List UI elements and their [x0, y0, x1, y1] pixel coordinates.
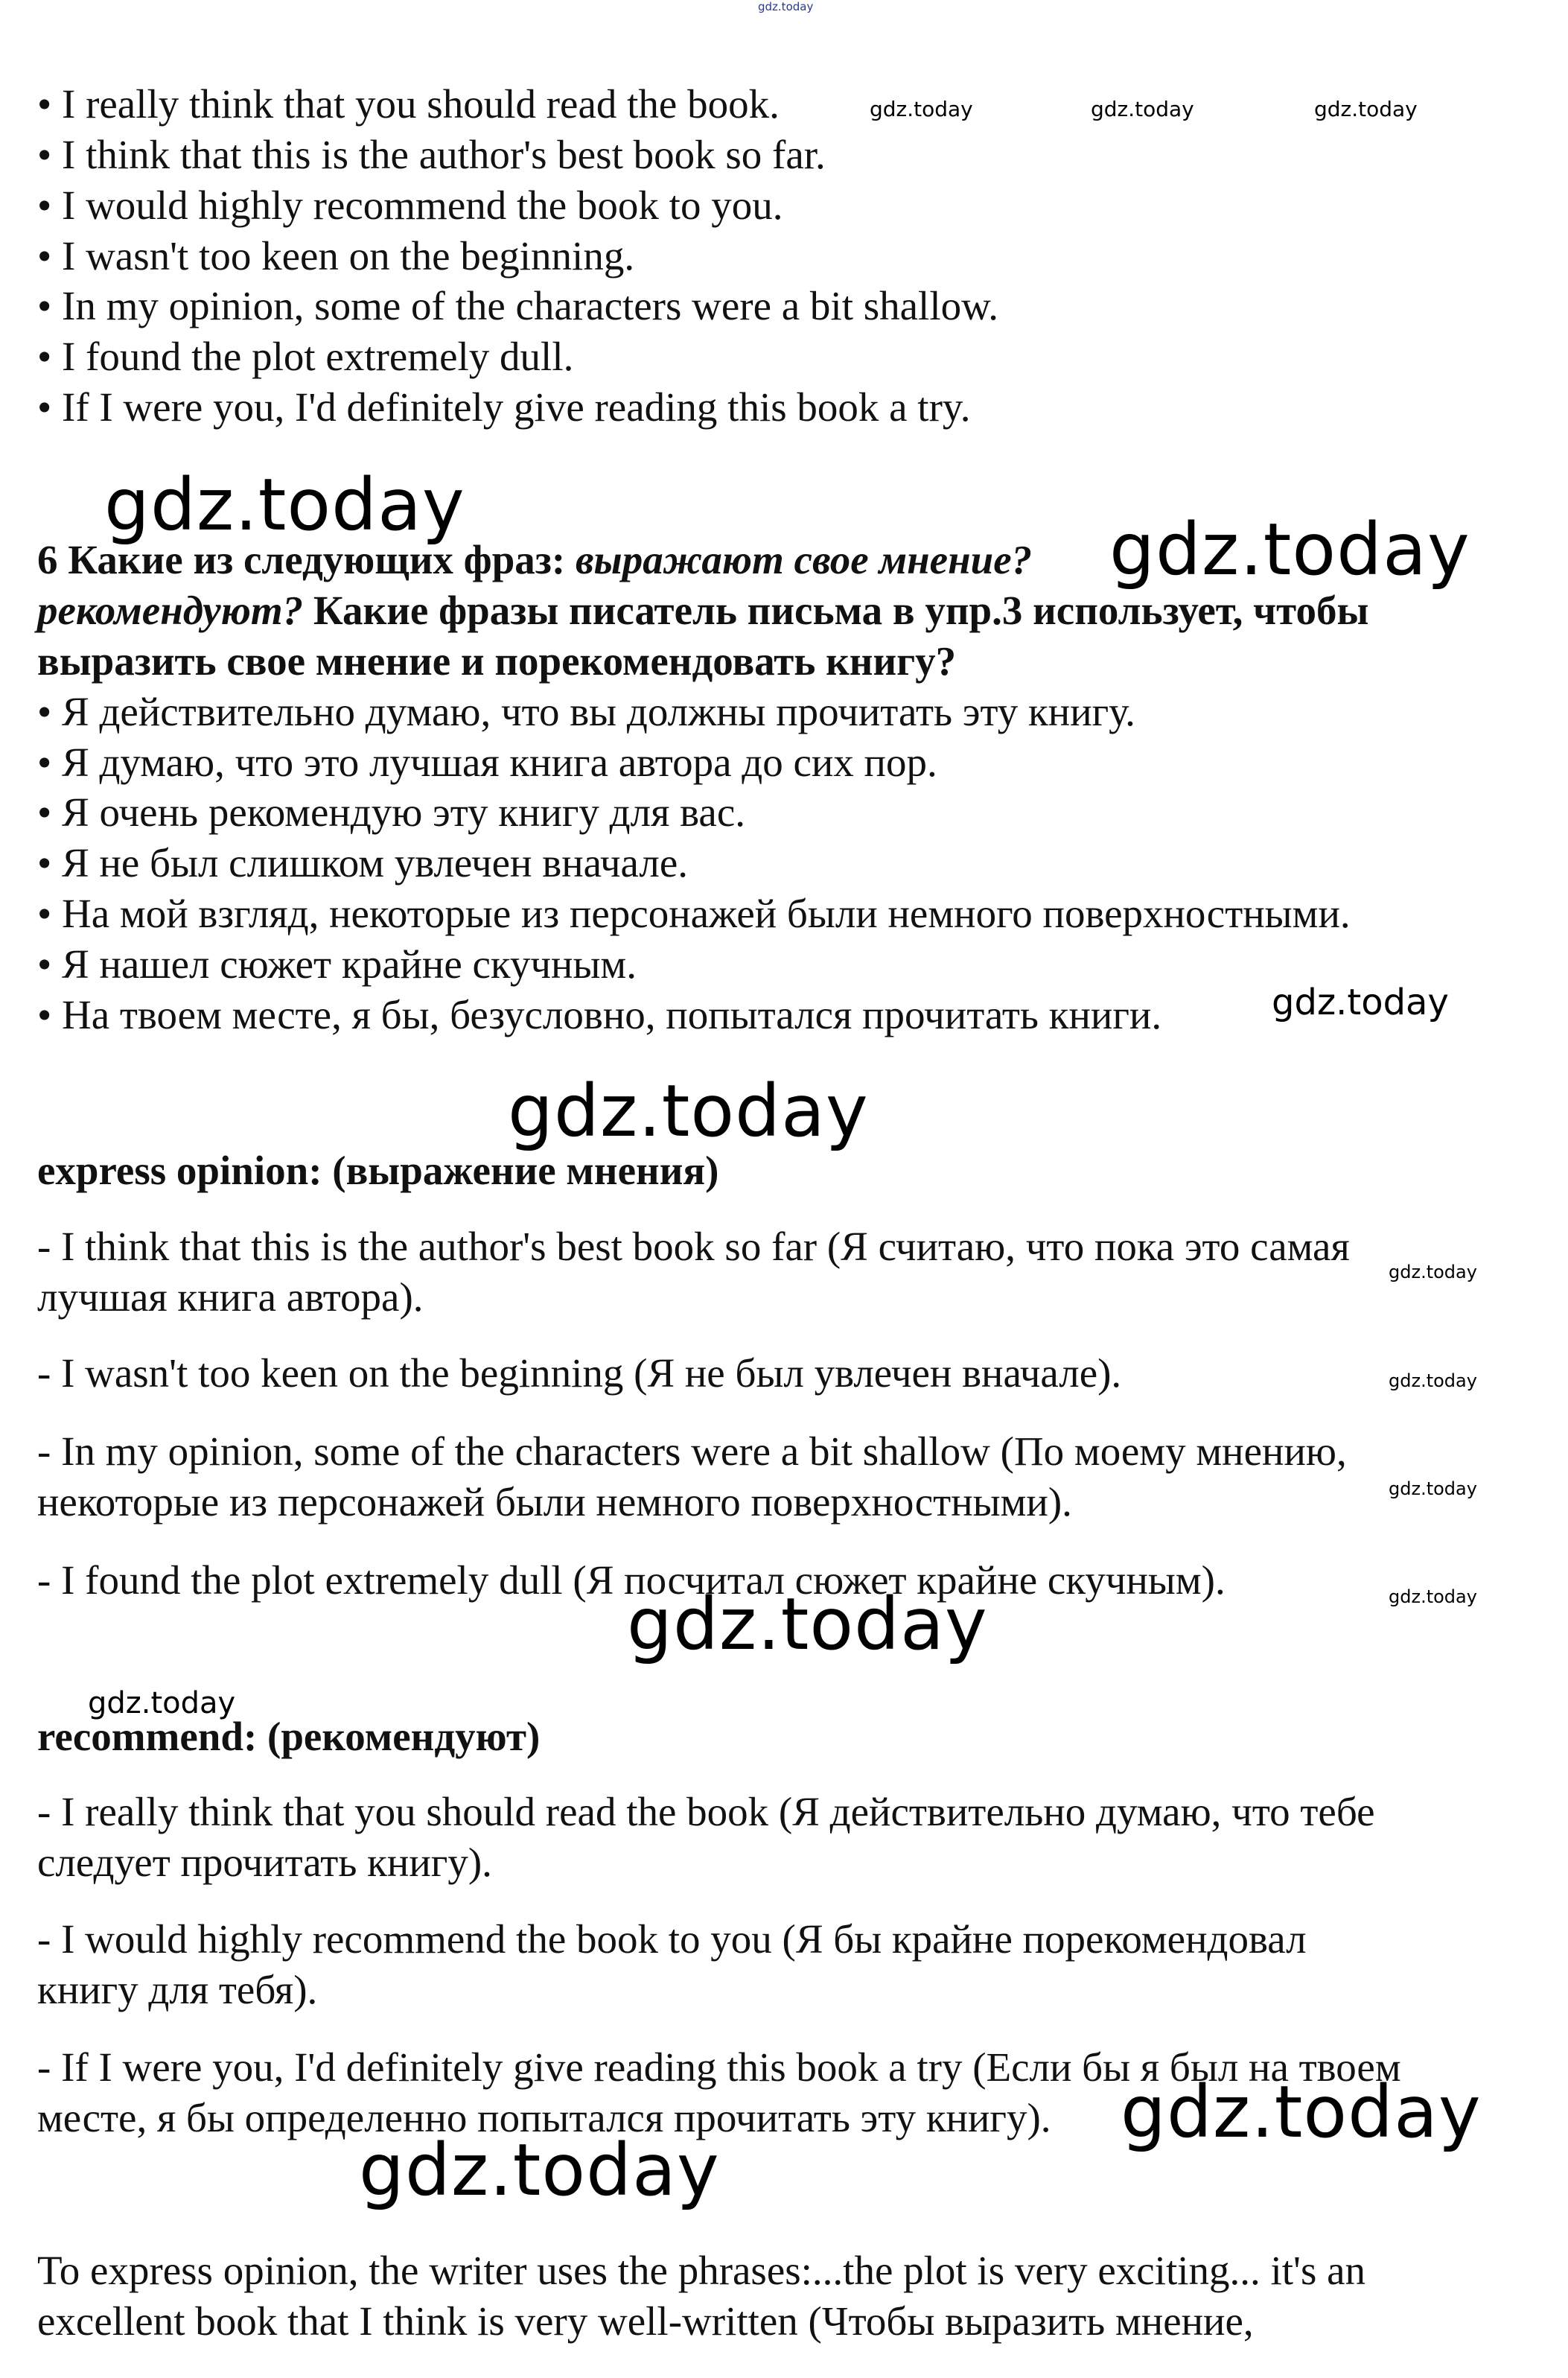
closing-line-2: excellent book that I think is very well-written (Чтобы выразить мнение,: [37, 2298, 1254, 2344]
watermark-logo: gdz.today: [1389, 1370, 1477, 1391]
recommend-item-2-line-1: - I would highly recommend the book to you (Я бы крайне порекомендовал: [37, 1916, 1307, 1962]
opinion-item-2: - I wasn't too keen on the beginning (Я не был увлечен вначале).: [37, 1350, 1122, 1396]
bullet-en-2: • I think that this is the author's best book so far.: [37, 132, 826, 177]
watermark-logo: gdz.today: [359, 2129, 720, 2212]
bullet-ru-7: • На твоем месте, я бы, безусловно, попытался прочитать книги.: [37, 992, 1162, 1037]
watermark-logo: gdz.today: [758, 0, 814, 13]
opinion-item-1-line-2: лучшая книга автора).: [37, 1274, 424, 1320]
opinion-item-1-line-1: - I think that this is the author's best book so far (Я считаю, что пока это самая: [37, 1224, 1350, 1269]
watermark-logo: gdz.today: [627, 1583, 988, 1666]
watermark-logo: gdz.today: [88, 1686, 236, 1720]
watermark-logo: gdz.today: [1389, 1478, 1477, 1499]
bullet-ru-3: • Я очень рекомендую эту книгу для вас.: [37, 789, 745, 835]
watermark-logo: gdz.today: [1091, 97, 1194, 121]
watermark-logo: gdz.today: [508, 1069, 869, 1153]
recommend-item-2-line-2: книгу для тебя).: [37, 1967, 318, 2012]
opinion-item-4: - I found the plot extremely dull (Я посчитал сюжет крайне скучным).: [37, 1557, 1226, 1603]
bullet-en-7: • If I were you, I'd definitely give reading this book a try.: [37, 384, 971, 430]
closing-line-1: To express opinion, the writer uses the phrases:...the plot is very exciting... it's an: [37, 2248, 1366, 2293]
exercise-6-line-3: выразить свое мнение и порекомендовать книгу?: [37, 638, 957, 684]
recommend-item-3-line-1: - If I were you, I'd definitely give reading this book a try (Если бы я был на твоем: [37, 2044, 1401, 2090]
opinion-item-3-line-1: - In my opinion, some of the characters were a bit shallow (По моему мнению,: [37, 1428, 1347, 1474]
bullet-ru-2: • Я думаю, что это лучшая книга автора до сих пор.: [37, 740, 937, 785]
bullet-en-3: • I would highly recommend the book to you.: [37, 182, 783, 228]
recommend-item-1-line-1: - I really think that you should read the book (Я действительно думаю, что тебе: [37, 1789, 1375, 1834]
bullet-ru-5: • На мой взгляд, некоторые из персонажей были немного поверхностными.: [37, 891, 1351, 936]
watermark-logo: gdz.today: [1389, 1262, 1477, 1282]
express-opinion-heading: express opinion: (выражение мнения): [37, 1148, 719, 1193]
watermark-logo: gdz.today: [1314, 97, 1418, 121]
recommend-heading: recommend: (рекомендуют): [37, 1714, 541, 1759]
bullet-en-4: • I wasn't too keen on the beginning.: [37, 233, 635, 279]
bullet-ru-4: • Я не был слишком увлечен вначале.: [37, 840, 689, 886]
watermark-logo: gdz.today: [1121, 2070, 1482, 2154]
recommend-item-1-line-2: следует прочитать книгу).: [37, 1840, 492, 1885]
recommend-item-3-line-2: месте, я бы определенно попытался прочитать эту книгу).: [37, 2095, 1051, 2140]
bullet-ru-6: • Я нашел сюжет крайне скучным.: [37, 941, 637, 987]
watermark-logo: gdz.today: [1109, 508, 1470, 591]
exercise-6-title: 6 Какие из следующих фраз:: [37, 537, 576, 582]
bullet-ru-1: • Я действительно думаю, что вы должны прочитать эту книгу.: [37, 689, 1135, 734]
watermark-logo: gdz.today: [1272, 982, 1449, 1023]
exercise-6-opinion-label: выражают свое мнение?: [575, 537, 1033, 582]
bullet-en-6: • I found the plot extremely dull.: [37, 334, 574, 379]
exercise-6-line-2: [37, 587, 1368, 635]
bullet-en-5: • In my opinion, some of the characters were a bit shallow.: [37, 283, 998, 328]
exercise-6-question: Какие фразы писатель письма в упр.3 использует, чтобы: [303, 588, 1369, 633]
bullet-en-1: • I really think that you should read the book.: [37, 81, 780, 127]
exercise-6-recommend-label: рекомендуют?: [37, 588, 304, 633]
watermark-logo: gdz.today: [1389, 1586, 1477, 1607]
opinion-item-3-line-2: некоторые из персонажей были немного поверхностными).: [37, 1479, 1072, 1525]
watermark-logo: gdz.today: [870, 97, 973, 121]
watermark-logo: gdz.today: [104, 463, 465, 547]
